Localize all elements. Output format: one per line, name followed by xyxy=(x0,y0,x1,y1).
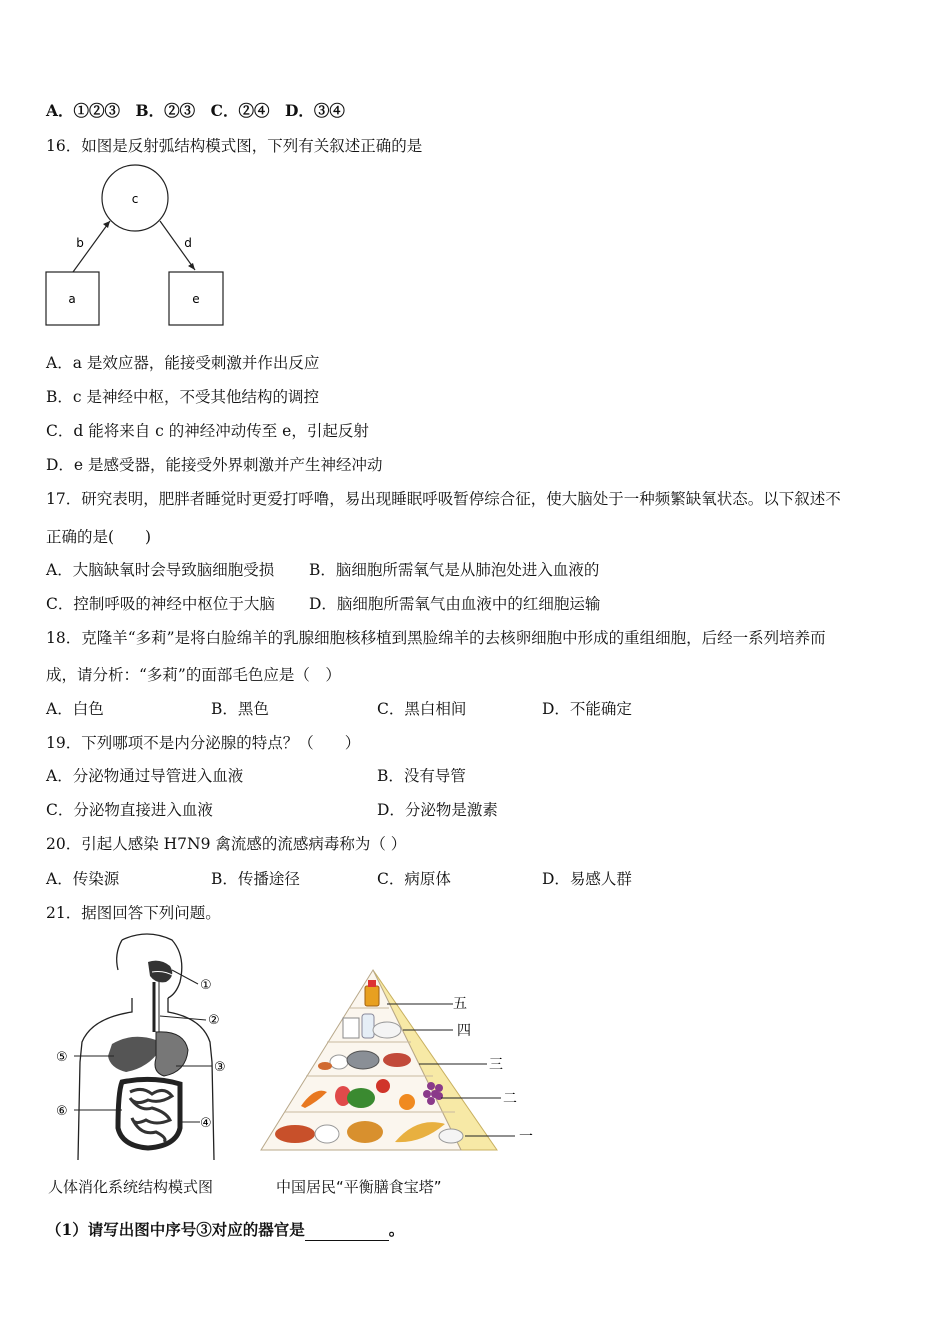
body-label-3: ③ xyxy=(214,1060,226,1075)
q20-stem: 20．引起人感染 H7N9 禽流感的流感病毒称为（ ） xyxy=(46,835,407,853)
q17-stem-line1: 17．研究表明，肥胖者睡觉时更爱打呼噜，易出现睡眠呼吸暂停综合征，使大脑处于一种频繁缺氧状态。以下叙述不 xyxy=(46,490,841,508)
caption-food-pyramid: 中国居民“平衡膳食宝塔” xyxy=(276,1178,442,1196)
q19-stem: 19．下列哪项不是内分泌腺的特点？（ ） xyxy=(46,734,361,752)
q20-option-b: B．传播途径 xyxy=(211,870,300,888)
pyramid-label-5: 五 xyxy=(453,996,467,1012)
q21-stem: 21．据图回答下列问题。 xyxy=(46,904,221,922)
pyramid-label-1: 一 xyxy=(519,1129,533,1145)
body-label-6: ⑥ xyxy=(56,1104,68,1119)
q16-option-b: B．c 是神经中枢，不受其他结构的调控 xyxy=(46,388,319,406)
label-e: e xyxy=(192,292,200,306)
q16-option-d: D．e 是感受器，能接受外界刺激并产生神经冲动 xyxy=(46,456,383,474)
q21-sub1-prefix: （1）请写出图中序号③对应的器官是 xyxy=(46,1220,305,1239)
q18-option-a: A．白色 xyxy=(46,700,104,718)
q16-option-a: A．a 是效应器，能接受刺激并作出反应 xyxy=(46,354,320,372)
digestive-system-diagram xyxy=(52,932,242,1164)
body-label-4: ④ xyxy=(200,1116,212,1131)
q21-sub1-suffix: 。 xyxy=(388,1220,405,1239)
q18-option-d: D．不能确定 xyxy=(542,700,632,718)
q18-option-c: C．黑白相间 xyxy=(377,700,467,718)
q19-option-b: B．没有导管 xyxy=(377,767,466,785)
q15-options: A．①②③ B．②③ C．②④ D．③④ xyxy=(46,101,345,120)
q20-option-d: D．易感人群 xyxy=(542,870,632,888)
q18-stem-line2: 成，请分析：“多莉”的面部毛色应是（ ） xyxy=(46,666,341,684)
body-label-1: ① xyxy=(200,978,212,993)
label-d: d xyxy=(184,236,192,250)
q21-sub1 xyxy=(46,1219,404,1241)
reflex-arc-diagram xyxy=(40,162,240,332)
q18-option-b: B．黑色 xyxy=(211,700,269,718)
label-a: a xyxy=(68,292,76,306)
arrow-d-head xyxy=(188,263,195,270)
q20-option-c: C．病原体 xyxy=(377,870,451,888)
q16-stem: 16．如图是反射弧结构模式图，下列有关叙述正确的是 xyxy=(46,137,423,155)
body-label-5: ⑤ xyxy=(56,1050,68,1065)
q19-option-d: D．分泌物是激素 xyxy=(377,801,498,819)
answer-blank[interactable] xyxy=(305,1224,389,1241)
pyramid-label-4: 四 xyxy=(457,1023,471,1039)
pyramid-label-2: 二 xyxy=(503,1091,517,1107)
q19-option-a: A．分泌物通过导管进入血液 xyxy=(46,767,244,785)
q16-option-c: C．d 能将来自 c 的神经冲动传至 e，引起反射 xyxy=(46,422,369,440)
q20-option-a: A．传染源 xyxy=(46,870,120,888)
body-label-2: ② xyxy=(208,1013,220,1028)
q17-option-c: C．控制呼吸的神经中枢位于大脑 xyxy=(46,595,275,613)
q17-stem-line2: 正确的是( ) xyxy=(46,528,152,546)
arrow-b-head xyxy=(103,221,110,228)
caption-digestive-system: 人体消化系统结构模式图 xyxy=(48,1178,214,1196)
q17-option-b: B．脑细胞所需氧气是从肺泡处进入血液的 xyxy=(309,561,600,579)
q17-option-a: A．大脑缺氧时会导致脑细胞受损 xyxy=(46,561,275,579)
q17-option-d: D．脑细胞所需氧气由血液中的红细胞运输 xyxy=(309,595,601,613)
food-pyramid-diagram xyxy=(255,966,540,1156)
q18-stem-line1: 18．克隆羊“多莉”是将白脸绵羊的乳腺细胞核移植到黑脸绵羊的去核卵细胞中形成的重组细胞，后经一系列培养而 xyxy=(46,629,826,647)
label-b: b xyxy=(76,236,84,250)
label-c: c xyxy=(131,192,139,206)
q19-option-c: C．分泌物直接进入血液 xyxy=(46,801,213,819)
pyramid-label-3: 三 xyxy=(489,1057,503,1073)
